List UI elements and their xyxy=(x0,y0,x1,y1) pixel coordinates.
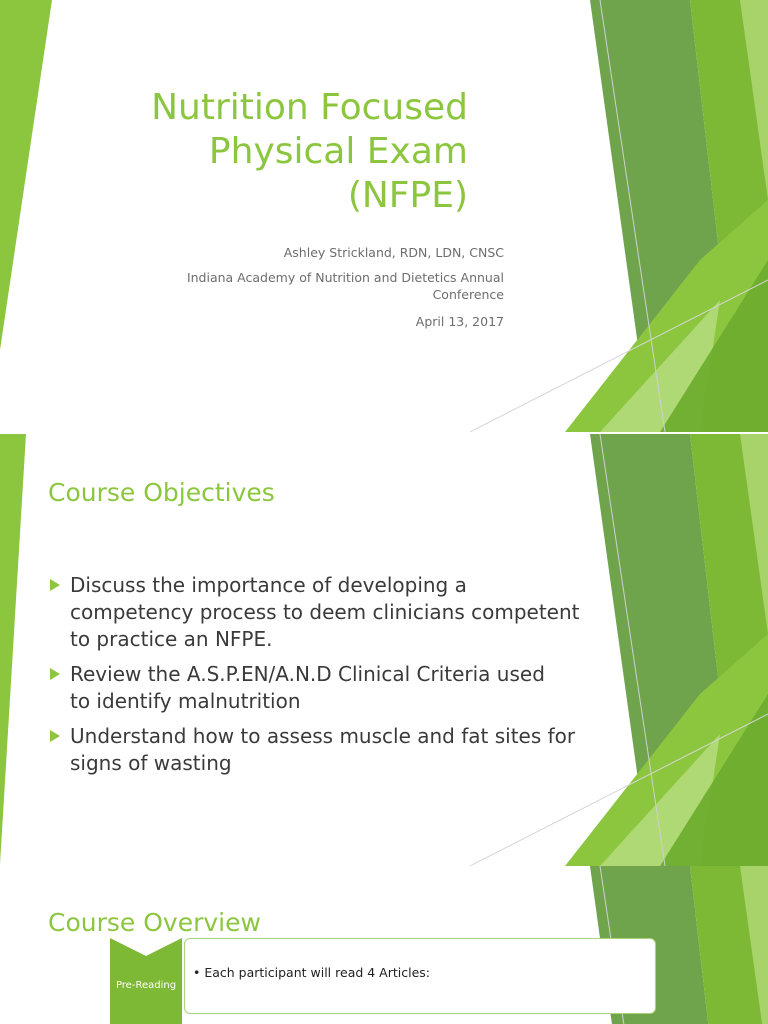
title-line: (NFPE) xyxy=(347,175,468,216)
bullet-triangle-icon xyxy=(50,579,60,591)
bullet-line: Discuss the importance of developing a xyxy=(70,573,467,597)
section-heading: Course Overview xyxy=(48,908,261,937)
step-text: • Each participant will read 4 Articles: xyxy=(193,965,431,980)
list-item xyxy=(48,723,588,777)
list-item xyxy=(48,661,588,715)
title-line: Physical Exam xyxy=(208,131,468,172)
bullet-line: competency process to deem clinicians competent xyxy=(70,600,580,624)
organization-line: Conference xyxy=(432,287,504,302)
presentation-title xyxy=(68,86,468,218)
date: April 13, 2017 xyxy=(415,314,504,329)
list-item xyxy=(48,572,588,653)
objectives-slide xyxy=(0,434,768,866)
title-slide xyxy=(0,0,768,432)
bullet-line: to practice an NFPE. xyxy=(70,627,273,651)
bullet-line: to identify malnutrition xyxy=(70,689,301,713)
section-heading: Course Objectives xyxy=(48,478,275,507)
objectives-list xyxy=(48,572,588,785)
bullet-triangle-icon xyxy=(50,668,60,680)
bullet-triangle-icon xyxy=(50,730,60,742)
author: Ashley Strickland, RDN, LDN, CNSC xyxy=(283,245,504,260)
organization-line: Indiana Academy of Nutrition and Dietetics Annual xyxy=(186,270,504,285)
overview-slide xyxy=(0,866,768,1024)
step-label: Pre-Reading xyxy=(115,980,177,991)
bullet-line: Understand how to assess muscle and fat sites for xyxy=(70,724,576,748)
bullet-line: signs of wasting xyxy=(70,751,232,775)
bullet-line: Review the A.S.P.EN/A.N.D Clinical Criteria used xyxy=(70,662,545,686)
title-line: Nutrition Focused xyxy=(151,87,468,128)
organization xyxy=(104,269,504,303)
step-content-box xyxy=(184,938,656,1014)
